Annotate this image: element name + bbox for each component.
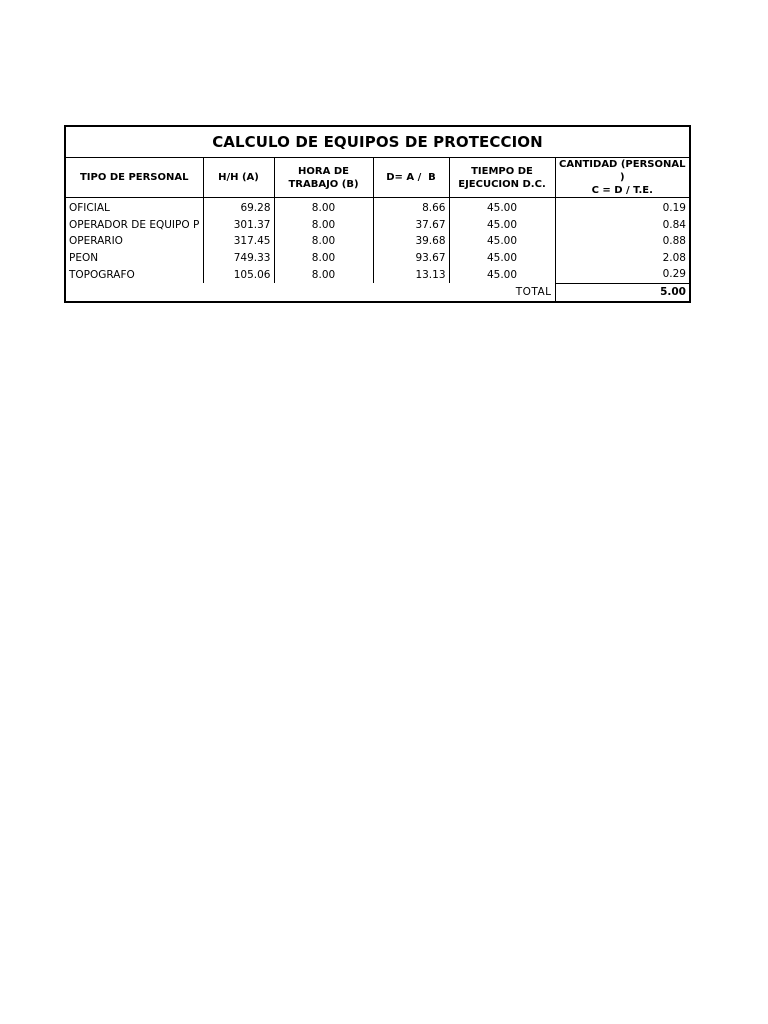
header-d-label: D= A / B xyxy=(386,172,436,183)
cell-hora: 8.00 xyxy=(274,250,373,267)
header-cantidad xyxy=(555,158,689,198)
header-hh xyxy=(203,158,274,198)
header-hora-line1: HORA DE xyxy=(298,165,349,177)
table-row xyxy=(66,266,689,283)
cell-d: 13.13 xyxy=(373,266,449,283)
header-hora xyxy=(274,158,373,198)
cell-tipo: OFICIAL xyxy=(66,198,203,217)
cell-tiempo: 45.00 xyxy=(449,217,555,234)
sheet-title: CALCULO DE EQUIPOS DE PROTECCION xyxy=(66,127,689,158)
table-row xyxy=(66,217,689,234)
total-spacer xyxy=(274,283,373,301)
total-row xyxy=(66,283,689,301)
header-d xyxy=(373,158,449,198)
total-spacer xyxy=(373,283,449,301)
cell-hh: 105.06 xyxy=(203,266,274,283)
cell-cantidad: 0.88 xyxy=(662,235,686,248)
header-row xyxy=(66,158,689,198)
table-row xyxy=(66,198,689,217)
cell-tipo: PEON xyxy=(66,250,203,267)
cell-cantidad: 0.29 xyxy=(662,268,686,281)
header-tiempo xyxy=(449,158,555,198)
cell-tiempo: 45.00 xyxy=(449,233,555,250)
cell-d: 39.68 xyxy=(373,233,449,250)
total-value: 5.00 xyxy=(555,283,689,301)
header-hora-line2: TRABAJO (B) xyxy=(288,178,359,190)
cell-hora: 8.00 xyxy=(274,198,373,217)
header-cantidad-line1: CANTIDAD (PERSONAL ) xyxy=(559,159,686,183)
total-spacer xyxy=(203,283,274,301)
cell-hh: 69.28 xyxy=(203,198,274,217)
cell-hh: 301.37 xyxy=(203,217,274,234)
cell-hora: 8.00 xyxy=(274,233,373,250)
cell-hora: 8.00 xyxy=(274,266,373,283)
header-hh-label: H/H (A) xyxy=(218,172,259,183)
cell-d: 8.66 xyxy=(373,198,449,217)
header-tipo-label: TIPO DE PERSONAL xyxy=(79,172,189,183)
cell-tiempo: 45.00 xyxy=(449,250,555,267)
calculation-sheet xyxy=(64,125,691,303)
cell-tipo: TOPOGRAFO xyxy=(66,266,203,283)
cell-tiempo: 45.00 xyxy=(449,266,555,283)
cell-cantidad: 0.19 xyxy=(662,202,686,215)
cell-d: 37.67 xyxy=(373,217,449,234)
cell-cantidad: 2.08 xyxy=(662,251,686,264)
cell-d: 93.67 xyxy=(373,250,449,267)
table-row xyxy=(66,250,689,267)
header-tiempo-line2: EJECUCION D.C. xyxy=(458,178,546,190)
cell-hh: 749.33 xyxy=(203,250,274,267)
cell-hora: 8.00 xyxy=(274,217,373,234)
cell-cantidad: 0.84 xyxy=(662,218,686,231)
total-spacer xyxy=(66,283,203,301)
table-row xyxy=(66,233,689,250)
cell-tipo: OPERADOR DE EQUIPO P xyxy=(66,217,203,234)
header-tipo xyxy=(66,158,203,198)
header-tiempo-line1: TIEMPO DE xyxy=(471,165,533,177)
header-cantidad-line2: C = D / T.E. xyxy=(591,185,653,196)
cell-tiempo: 45.00 xyxy=(449,198,555,217)
protection-equipment-table xyxy=(66,158,689,301)
total-label: TOTAL xyxy=(515,285,552,298)
cell-tipo: OPERARIO xyxy=(66,233,203,250)
cell-hh: 317.45 xyxy=(203,233,274,250)
